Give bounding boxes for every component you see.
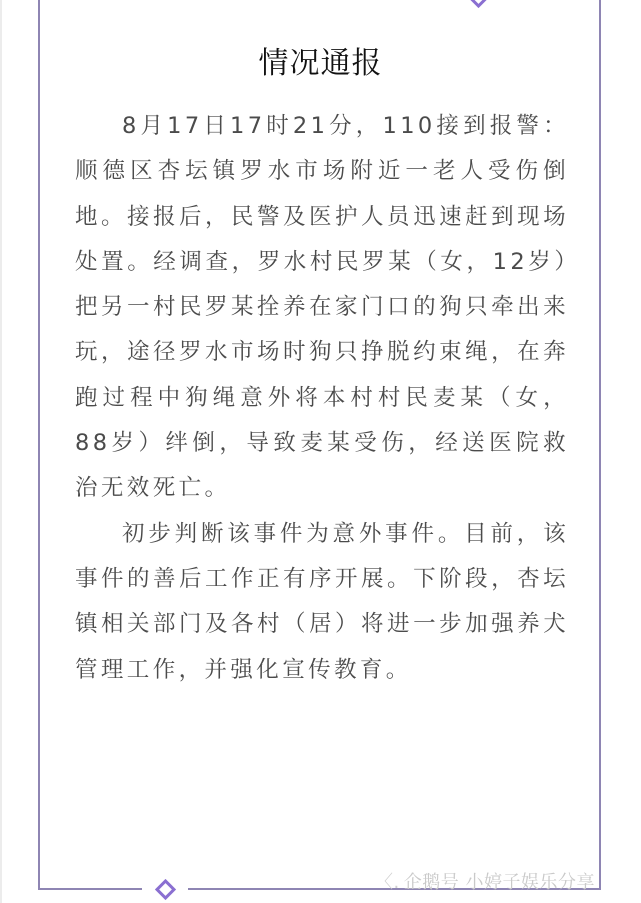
- paragraph: 初步判断该事件为意外事件。目前，该事件的善后工作正有序开展。下阶段，杏坛镇相关部门及各村（居）将进一步加强养犬管理工作，并强化宣传教育。: [75, 520, 569, 683]
- document-body: [75, 104, 569, 693]
- diamond-ornament-icon: [468, 0, 489, 8]
- penguin-icon: 〈.: [375, 872, 400, 893]
- watermark-text: 企鹅号 小婷子娱乐分享: [403, 872, 595, 893]
- frame-right-border: [599, 0, 601, 890]
- paragraph: 8月17日17时21分，110接到报警：顺德区杏坛镇罗水市场附近一老人受伤倒地。接报后，民警及医护人员迅速赶到现场处置。经调查，罗水村民罗某（女，12岁）把另一村民罗某拴养在家门口的狗只牵出来玩，途径罗水市场时狗只挣脱约束绳，在奔跑过程中狗绳意外将本村村民麦某（女，88岁）绊倒，导致麦某受伤，经送医院救治无效死亡。: [75, 113, 569, 502]
- frame-left-border: [38, 0, 40, 890]
- diamond-ornament-icon: [155, 879, 176, 900]
- page-edge: [0, 0, 2, 903]
- document-title: 情况通报: [258, 46, 383, 81]
- watermark: [375, 868, 595, 894]
- frame-bottom-border: [38, 888, 142, 890]
